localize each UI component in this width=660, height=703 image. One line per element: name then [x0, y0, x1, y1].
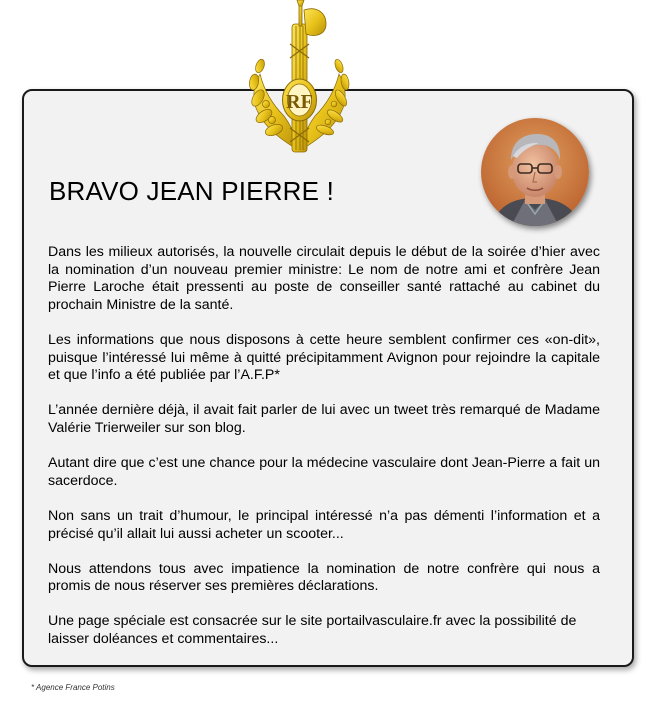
paragraph: Les informations que nous disposons à cette heure semblent confirmer ces «on-dit», puisque l’intéressé lui même à quitté précipitamment Avignon pour rejoindre la capitale et que l’info a été publiée par l’A.F.P*	[48, 331, 600, 384]
paragraph: Nous attendons tous avec impatience la nomination de notre confrère qui nous a promis de nous réserver ses premières déclarations.	[48, 560, 600, 595]
portrait-photo	[481, 118, 589, 226]
paragraph: Non sans un trait d’humour, le principal intéressé n’a pas démenti l’information et a précisé qu’il allait lui aussi acheter un scooter...	[48, 507, 600, 542]
french-republic-emblem-icon	[242, 0, 357, 165]
paragraph: Autant dire que c’est une chance pour la médecine vasculaire dont Jean-Pierre a fait un sacerdoce.	[48, 455, 600, 489]
article-body	[48, 244, 600, 666]
paragraph: L’année dernière déjà, il avait fait parler de lui avec un tweet très remarqué de Madame Valérie Trierweiler sur son blog.	[48, 402, 600, 436]
paragraph: Une page spéciale est consacrée sur le site portailvasculaire.fr avec la possibilité de laisser doléances et commentaires...	[48, 613, 577, 648]
emblem-monogram: RF	[286, 91, 313, 113]
footnote: * Agence France Potins	[31, 683, 115, 692]
article-headline: BRAVO JEAN PIERRE !	[49, 176, 335, 206]
paragraph: Dans les milieux autorisés, la nouvelle circulait depuis le début de la soirée d’hier avec la nomination d’un nouveau premier ministre: Le nom de notre ami et confrère Jean Pierre Laroche était pressenti au poste de conseiller santé rattaché au cabinet du prochain Ministre de la santé.	[48, 244, 600, 313]
